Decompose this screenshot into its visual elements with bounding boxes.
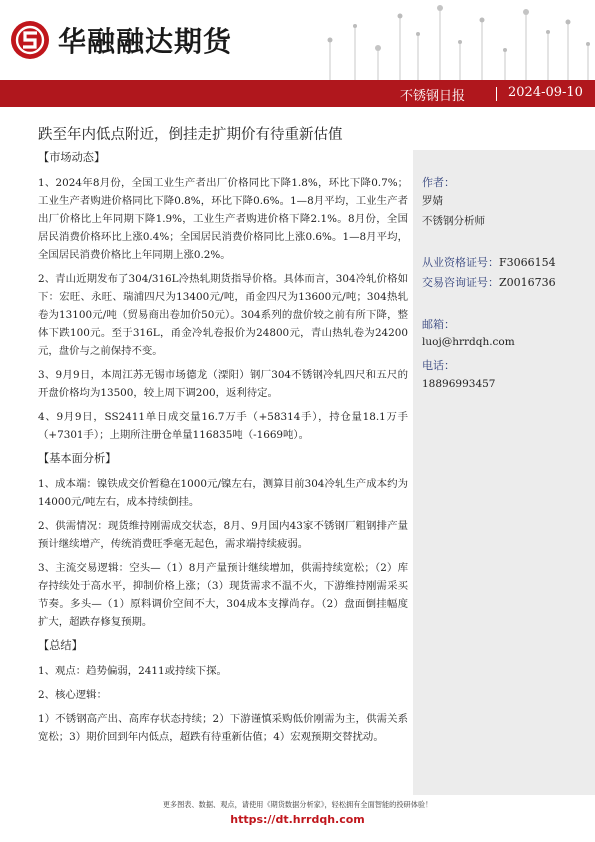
author-sidebar [413,150,595,795]
report-type-label: 不锈钢日报 [400,89,466,104]
market-item: 3、9月9日，本周江苏无锡市场德龙（溧阳）钢厂304不锈钢冷轧四尺和五尺的开盘价格均为13500，较上周下调200，返利待定。 [38,369,408,399]
summary-item: 1）不锈钢高产出、高库存状态持续；2）下游谨慎采购低价刚需为主，供需关系宽松；3）期价回到年内低点，超跌有待重新估值；4）宏观预期交替扰动。 [38,713,408,743]
footer-link[interactable]: https://dt.hrrdqh.com [230,813,365,826]
report-bar-separator [496,87,497,101]
license-line [422,254,556,270]
fundamental-item: 3、主流交易逻辑：空头—（1）8月产量预计继续增加，供需持续宽松；（2）库存持续处于高水平，抑制价格上涨；（3）现货需求不温不火，下游维持刚需采买节奏。多头—（1）原料调价空间不大，304成本支撑尚存。（2）盘面倒挂幅度扩大，超跌存修复预期。 [38,562,408,628]
fundamental-item: 1、成本端：镍铁成交价暂稳在1000元/镍左右，测算目前304冷轧生产成本约为14000元/吨左右，成本持续倒挂。 [38,478,408,508]
header-decoration [300,0,595,80]
market-item: 1、2024年8月份，全国工业生产者出厂价格同比下降1.8%，环比下降0.7%；工业生产者购进价格同比下降0.8%，环比下降0.6%。1—8月平均，工业生产者出厂价格比上年同期下降1.9%，工业生产者购进价格下降2.1%。8月份，全国居民消费价格环比上涨0.4%；全国居民消费价格同比上涨0.6%。1—8月平均，全国居民消费价格比上年同期上涨0.2%。 [38,177,408,261]
market-item: 2、青山近期发布了304/316L冷热轧期货指导价格。具体而言，304冷轧价格如下：宏旺、永旺、瑞浦四尺为13400元/吨，甬金四尺为13600元/吨；304热轧卷为13100元/吨（贸易商出卷加价50元）。304系列的盘价较之前有所下降，整体下跌100元。至于316L，甬金冷轧卷报价为24800元，青山热轧卷为24200元，盘价与之前保持不变。 [38,273,408,357]
report-type-bar [0,80,595,107]
phone-label: 电话： [422,359,455,372]
section-heading-fundamental: 【基本面分析】 [38,452,117,465]
consult-number: Z0016736 [499,276,556,289]
consult-line [422,274,556,290]
phone-value: 18896993457 [422,378,496,390]
section-heading-market: 【市场动态】 [38,151,106,164]
page-header [0,0,595,80]
fundamental-item: 2、供需情况：现货维持刚需成交状态，8月、9月国内43家不锈钢厂粗钢排产量预计继续增产，传统消费旺季毫无起色，需求端持续疲弱。 [38,520,408,550]
summary-item: 1、观点：趋势偏弱，2411或持续下探。 [38,665,227,677]
section-heading-summary: 【总结】 [38,639,83,652]
author-role: 不锈钢分析师 [422,215,485,227]
summary-item: 2、核心逻辑： [38,689,107,701]
author-name: 罗婧 [422,195,443,207]
email-label: 邮箱： [422,318,455,331]
consult-label: 交易咨询证号： [422,276,499,289]
license-number: F3066154 [499,256,556,269]
license-label: 从业资格证号： [422,256,499,269]
email-value[interactable]: luoj@hrrdqh.com [422,336,515,348]
company-logo-icon [10,20,50,60]
market-item: 4、9月9日，SS2411单日成交量16.7万手（+58314手），持仓量18.1万手（+7301手）；上期所注册仓单量116835吨（-1669吨）。 [38,411,408,441]
report-date: 2024-09-10 [508,85,583,100]
author-label: 作者： [422,176,455,189]
footer-note: 更多图表、数据、观点，请使用《期货数据分析家》，轻松拥有全面智能的投研体验！ [162,800,433,809]
brand-name: 华融融达期货 [58,25,233,58]
main-content [38,149,408,752]
report-title: 跌至年内低点附近，倒挂走扩期价有待重新估值 [38,127,343,143]
